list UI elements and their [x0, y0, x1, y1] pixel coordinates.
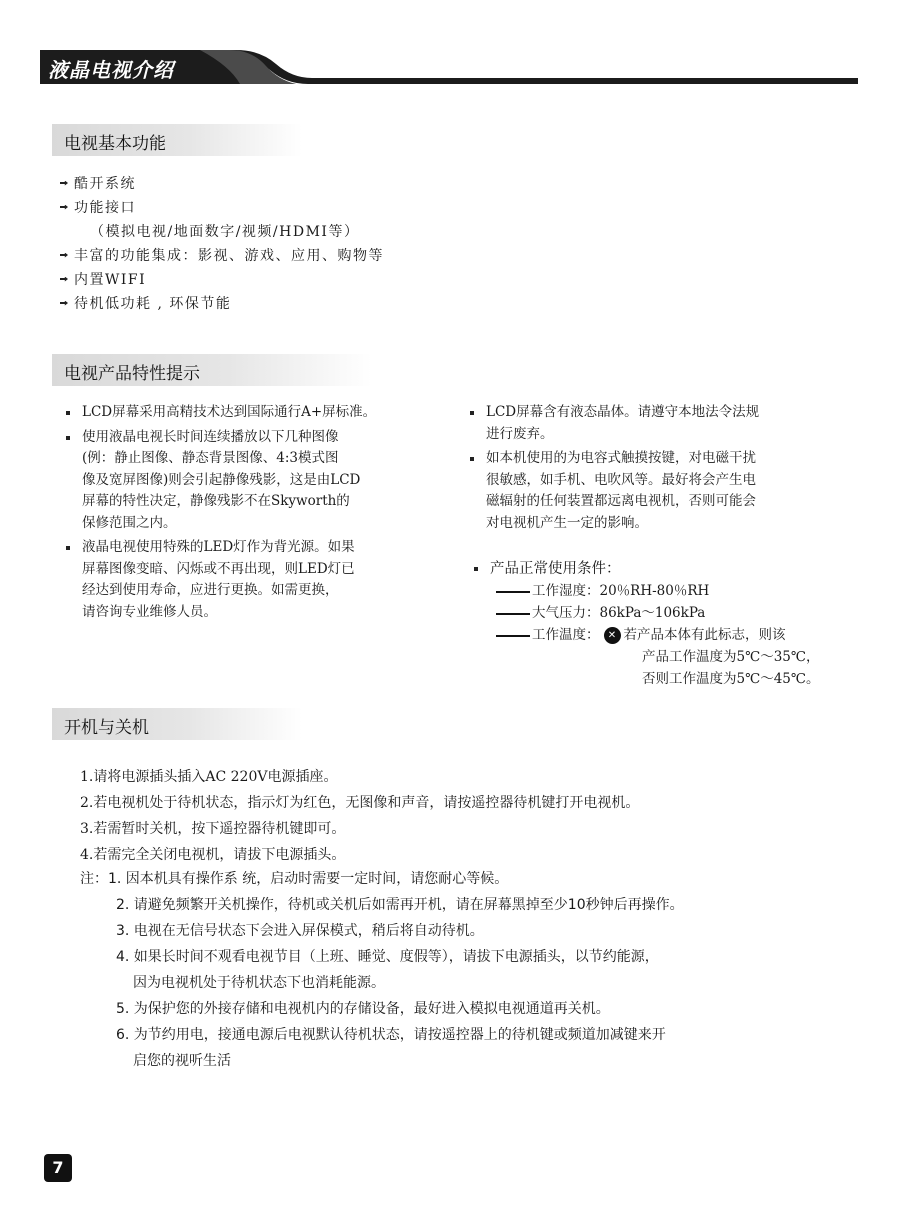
list-item: 使用液晶电视长时间连续播放以下几种图像 (例：静止图像、静态背景图像、4:3模式图 像及宽屏图像)则会引起静像残影，这是由LCD 屏幕的特性决定，静像残影不在Skyworth的 保修范围之内。 — [64, 427, 444, 535]
dash-line — [496, 613, 530, 615]
features-right-column — [468, 402, 858, 537]
power-steps-list — [80, 764, 639, 868]
section-title-power — [52, 708, 302, 740]
list-item: LCD屏幕采用高精技术达到国际通行A+屏标准。 — [64, 402, 444, 424]
section-title-features — [52, 354, 372, 386]
note-item: 4. 如果长时间不观看电视节目（上班、睡觉、度假等），请拔下电源插头，以节约能源， — [116, 949, 659, 965]
note-item: 2. 请避免频繁开关机操作，待机或关机后如需再开机，请在屏幕黑掉至少10秒钟后再操作。 — [116, 897, 684, 913]
condition-temperature-cont: 否则工作温度为5℃～45℃。 — [642, 671, 820, 687]
square-bullet-icon — [470, 411, 474, 415]
arrow-bullet-icon — [60, 181, 68, 186]
section-title-text: 电视产品特性提示 — [64, 364, 200, 384]
page-number: 7 — [44, 1154, 72, 1182]
square-bullet-icon — [470, 457, 474, 461]
note-item: 6. 为节约用电，接通电源后电视默认待机状态，请按遥控器上的待机键或频道加减键来开 — [116, 1027, 666, 1043]
note-item-continuation: 因为电视机处于待机状态下也消耗能源。 — [133, 975, 385, 991]
no-humidity-icon: ✕ — [604, 627, 621, 644]
arrow-bullet-icon — [60, 301, 68, 306]
list-item: 功能接口 — [60, 196, 384, 220]
list-item: 液晶电视使用特殊的LED灯作为背光源。如果 屏幕图像变暗、闪烁或不再出现，则LED灯已 经达到使用寿命，应进行更换。如需更换， 请咨询专业维修人员。 — [64, 537, 444, 623]
list-item: 酷开系统 — [60, 172, 384, 196]
note-item: 5. 为保护您的外接存储和电视机内的存储设备，最好进入模拟电视通道再关机。 — [116, 1001, 610, 1017]
dash-line — [496, 591, 530, 593]
square-bullet-icon — [66, 436, 70, 440]
section-title-text: 开机与关机 — [64, 718, 149, 738]
page-header-title: 液晶电视介绍 — [48, 58, 174, 82]
list-item: 4.若需完全关闭电视机，请拔下电源插头。 — [80, 847, 346, 863]
list-item-continuation: （模拟电视/地面数字/视频/HDMI等） — [90, 224, 360, 240]
list-item: LCD屏幕含有液态晶体。请遵守本地法令法规 进行废弃。 — [468, 402, 858, 445]
condition-temperature: 工作温度： ✕ 若产品本体有此标志，则该 — [472, 624, 819, 646]
notes-list — [80, 866, 684, 1074]
conditions-title: 产品正常使用条件： — [472, 558, 819, 580]
list-item: 2.若电视机处于待机状态，指示灯为红色，无图像和声音，请按遥控器待机键打开电视机。 — [80, 795, 640, 811]
note-item: 3. 电视在无信号状态下会进入屏保模式，稍后将自动待机。 — [116, 923, 484, 939]
features-left-column — [64, 402, 444, 626]
list-item: 内置WIFI — [60, 268, 384, 292]
square-bullet-icon — [66, 411, 70, 415]
arrow-bullet-icon — [60, 205, 68, 210]
arrow-bullet-icon — [60, 277, 68, 282]
list-item: 3.若需暂时关机，按下遥控器待机键即可。 — [80, 821, 346, 837]
list-item: 待机低功耗 , 环保节能 — [60, 292, 384, 316]
square-bullet-icon — [66, 546, 70, 550]
note-item-continuation: 启您的视听生活 — [133, 1053, 231, 1069]
square-bullet-icon — [474, 567, 478, 571]
list-item: 1.请将电源插头插入AC 220V电源插座。 — [80, 769, 338, 785]
arrow-bullet-icon — [60, 253, 68, 258]
condition-humidity: 工作湿度：20％RH-80％RH — [472, 580, 819, 602]
condition-pressure: 大气压力：86kPa～106kPa — [472, 602, 819, 624]
basic-feature-list — [60, 172, 384, 316]
dash-line — [496, 635, 530, 637]
note-item: 注：1. 因本机具有操作系 统，启动时需要一定时间，请您耐心等候。 — [80, 871, 509, 887]
usage-conditions — [472, 558, 819, 690]
list-item: 丰富的功能集成：影视、游戏、应用、购物等 — [60, 244, 384, 268]
section-title-basic — [52, 124, 302, 156]
section-title-text: 电视基本功能 — [64, 134, 166, 154]
condition-temperature-cont: 产品工作温度为5℃～35℃， — [642, 649, 820, 665]
list-item: 如本机使用的为电容式触摸按键，对电磁干扰 很敏感，如手机、电吹风等。最好将会产生电 磁辐射的任何装置都远离电视机，否则可能会 对电视机产生一定的影响。 — [468, 448, 858, 534]
